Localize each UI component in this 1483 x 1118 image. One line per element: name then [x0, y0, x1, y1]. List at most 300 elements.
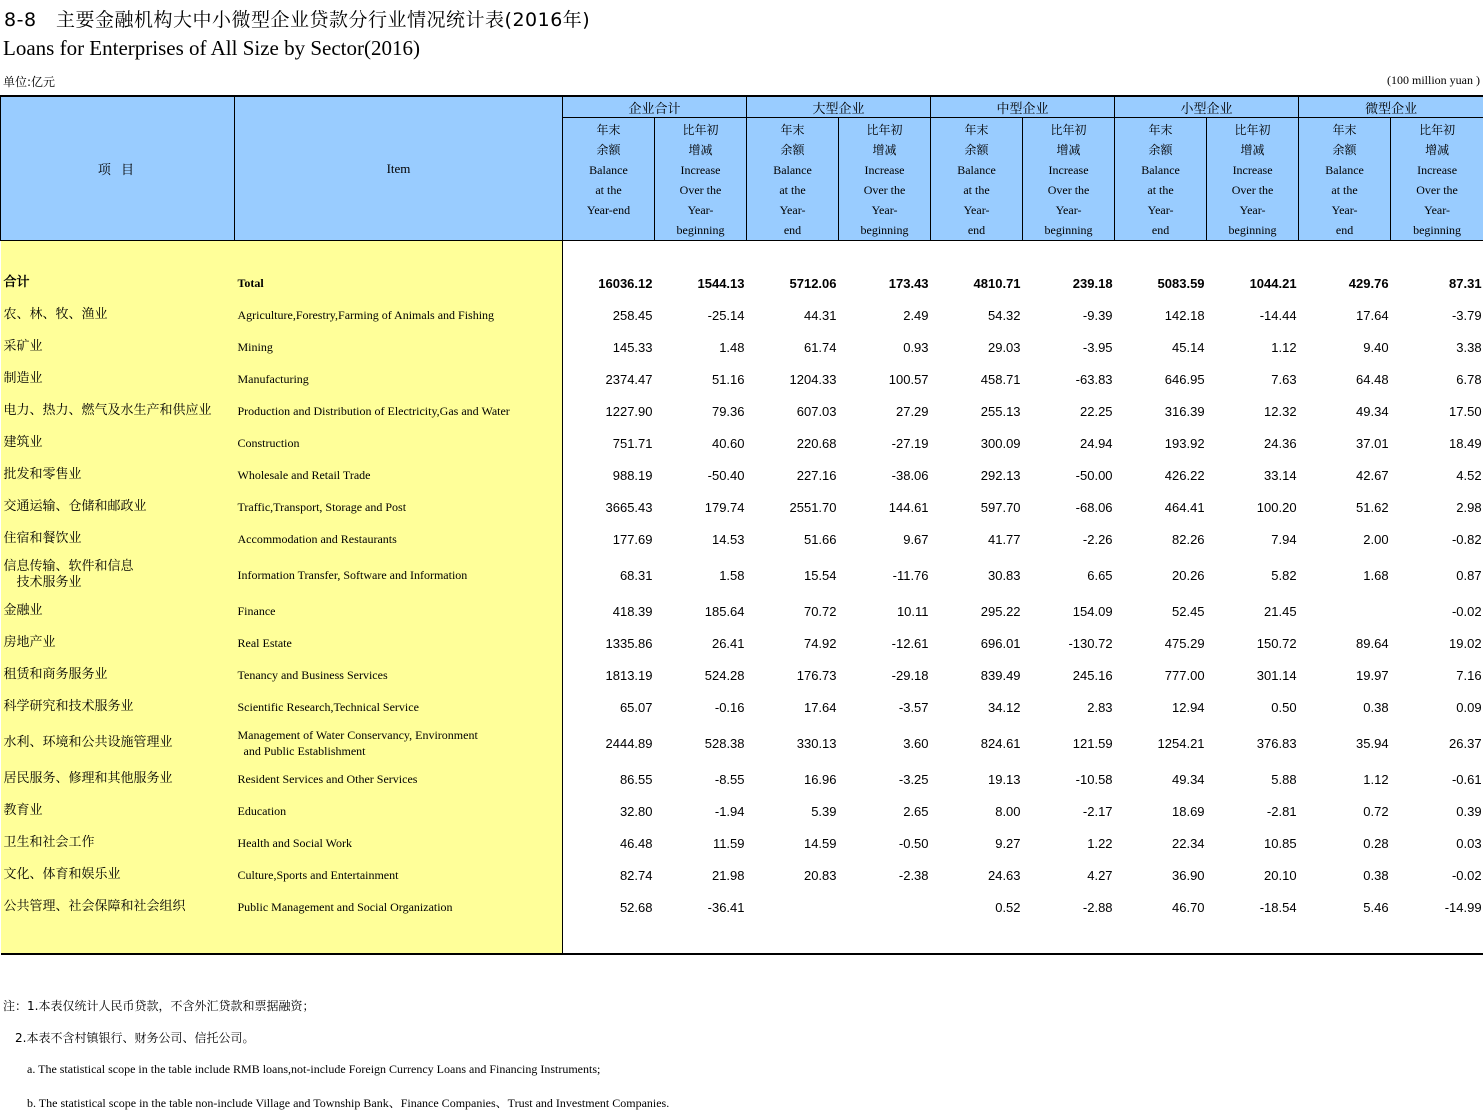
sector-name-cn: 文化、体育和娱乐业 — [1, 859, 235, 891]
spacer-cell — [839, 923, 931, 954]
subheader-line: Increase — [1048, 163, 1089, 177]
unit-label-en: (100 million yuan ) — [1387, 73, 1480, 87]
value-cell: 100.20 — [1256, 499, 1297, 515]
value-cell: 10.85 — [1264, 835, 1297, 851]
value-cell: 5083.59 — [1157, 275, 1205, 291]
value-cell: -0.50 — [898, 835, 929, 851]
loan-table-container — [0, 95, 1483, 955]
subheader-line: Balance — [589, 163, 628, 177]
value-cell: 301.14 — [1256, 667, 1297, 683]
value-cell: -1.94 — [714, 803, 745, 819]
value-cell: 21.45 — [1264, 603, 1297, 619]
value-cell: 458.71 — [980, 371, 1021, 387]
sector-name-cn: 居民服务、修理和其他服务业 — [1, 763, 235, 795]
value-cell: 30.83 — [987, 567, 1021, 583]
subheader-line: 余额 — [780, 143, 805, 157]
value-cell: 1044.21 — [1249, 275, 1297, 291]
value-cell: -25.14 — [707, 307, 745, 323]
subheader-balance — [1299, 118, 1391, 241]
sector-name-en: Finance — [235, 595, 563, 627]
value-cell: 16036.12 — [563, 267, 655, 299]
sector-name-en: Scientific Research,Technical Service — [235, 691, 563, 723]
subheader-line: Year- — [1147, 203, 1174, 217]
value-cell: 18.49 — [1449, 435, 1482, 451]
subheader-line: 比年初 — [1419, 123, 1456, 137]
spacer-cell — [747, 923, 839, 954]
subheader-line: end — [967, 223, 986, 237]
page-title-en: Loans for Enterprises of All Size by Sector(2016) — [3, 36, 420, 60]
sector-name-cn: 租赁和商务服务业 — [1, 659, 235, 691]
value-cell: -0.82 — [1451, 531, 1482, 547]
sector-name-en: Public Management and Social Organization — [235, 891, 563, 923]
value-cell: 2551.70 — [789, 499, 837, 515]
value-cell: 0.87 — [1456, 567, 1482, 583]
value-cell: 4.27 — [1087, 867, 1113, 883]
spacer-row — [1, 923, 1483, 954]
value-cell: 22.25 — [1080, 403, 1113, 419]
value-cell: 74.92 — [803, 635, 837, 651]
spacer-cell — [1115, 923, 1207, 954]
footnote-a-en: a. The statistical scope in the table include RMB loans,not-include Foreign Currency Loans and Financing Instruments; — [27, 1062, 601, 1076]
value-cell: 5.39 — [811, 803, 837, 819]
value-cell: 20.10 — [1264, 867, 1297, 883]
value-cell: 29.03 — [987, 339, 1021, 355]
sector-name-en: Manufacturing — [235, 363, 563, 395]
spacer-row — [1, 241, 1483, 268]
subheader-line: 比年初 — [682, 123, 719, 137]
sector-name-cn: 交通运输、仓储和邮政业 — [1, 491, 235, 523]
value-cell: 4.52 — [1456, 467, 1482, 483]
subheader-line: at the — [779, 183, 806, 197]
value-cell: 20.26 — [1172, 567, 1205, 583]
value-cell: -0.16 — [714, 699, 745, 715]
value-cell: 12.32 — [1264, 403, 1297, 419]
sector-name-en — [235, 723, 563, 763]
subheader-line: beginning — [676, 223, 725, 237]
value-cell: 777.00 — [1164, 667, 1205, 683]
subheader-line: Year- — [779, 203, 806, 217]
value-cell: 89.64 — [1356, 635, 1389, 651]
value-cell: 1204.33 — [789, 371, 837, 387]
subheader-line: 比年初 — [1234, 123, 1271, 137]
value-cell: 142.18 — [1164, 307, 1205, 323]
value-cell: 0.50 — [1271, 699, 1297, 715]
value-cell: 9.67 — [903, 531, 929, 547]
sector-name-cn: 房地产业 — [1, 627, 235, 659]
value-cell: 15.54 — [803, 567, 837, 583]
spacer-cell — [1023, 923, 1115, 954]
value-cell: 45.14 — [1172, 339, 1205, 355]
value-cell: 5.88 — [1271, 771, 1297, 787]
subheader-line: beginning — [860, 223, 909, 237]
sector-name-en: Culture,Sports and Entertainment — [235, 859, 563, 891]
table-row — [1, 627, 1483, 659]
value-cell: 295.22 — [980, 603, 1021, 619]
subheader-balance — [563, 118, 655, 241]
table-row — [1, 691, 1483, 723]
value-cell: 17.64 — [1356, 307, 1389, 323]
value-cell: 426.22 — [1164, 467, 1205, 483]
value-cell: 1.12 — [1363, 771, 1389, 787]
sector-name-cn: 合计 — [1, 267, 235, 299]
sector-name-en: Health and Social Work — [235, 827, 563, 859]
value-cell: 1.48 — [719, 339, 745, 355]
spacer-cell — [839, 241, 931, 268]
value-cell: 1544.13 — [697, 275, 745, 291]
table-row — [1, 267, 1483, 299]
sector-name-en: Traffic,Transport, Storage and Post — [235, 491, 563, 523]
spacer-cell — [747, 241, 839, 268]
table-row — [1, 795, 1483, 827]
sector-name-en: Real Estate — [235, 627, 563, 659]
value-cell: 1813.19 — [563, 659, 655, 691]
value-cell: 6.65 — [1087, 567, 1113, 583]
value-cell: 145.33 — [563, 331, 655, 363]
subheader-line: at the — [1331, 183, 1358, 197]
subheader-line: Balance — [1325, 163, 1364, 177]
value-cell: -50.40 — [707, 467, 745, 483]
sector-name-en-line: and Public Establishment — [243, 744, 366, 758]
group-header-medium: 中型企业 — [931, 96, 1115, 118]
value-cell: -2.81 — [1266, 803, 1297, 819]
subheader-line: at the — [1147, 183, 1174, 197]
subheader-increase — [655, 118, 747, 241]
value-cell: 22.34 — [1172, 835, 1205, 851]
value-cell: -0.61 — [1451, 771, 1482, 787]
value-cell: -29.18 — [891, 667, 929, 683]
value-cell: 26.41 — [711, 635, 745, 651]
value-cell: -38.06 — [891, 467, 929, 483]
spacer-cell — [1299, 241, 1391, 268]
spacer-cell — [655, 923, 747, 954]
table-row — [1, 523, 1483, 555]
value-cell: 528.38 — [704, 735, 745, 751]
subheader-line: 余额 — [964, 143, 989, 157]
table-row — [1, 859, 1483, 891]
value-cell: 52.68 — [563, 891, 655, 923]
value-cell: 24.36 — [1264, 435, 1297, 451]
value-cell: 18.69 — [1172, 803, 1205, 819]
subheader-line: 余额 — [1148, 143, 1173, 157]
subheader-line: Balance — [773, 163, 812, 177]
subheader-line: Over the — [1416, 183, 1458, 197]
subheader-line: Increase — [1232, 163, 1273, 177]
value-cell: -50.00 — [1075, 467, 1113, 483]
value-cell: -0.02 — [1451, 867, 1482, 883]
sector-name-cn: 水利、环境和公共设施管理业 — [1, 723, 235, 763]
value-cell: -14.44 — [1259, 307, 1297, 323]
table-row — [1, 763, 1483, 795]
unit-label-cn: 单位:亿元 — [3, 75, 56, 89]
subheader-line: 年末 — [780, 123, 805, 137]
subheader-balance — [931, 118, 1023, 241]
subheader-line: Year- — [1055, 203, 1082, 217]
value-cell: 26.37 — [1449, 735, 1482, 751]
value-cell: 2.65 — [903, 803, 929, 819]
value-cell: 193.92 — [1164, 435, 1205, 451]
value-cell: 1.58 — [719, 567, 745, 583]
value-cell: 65.07 — [563, 691, 655, 723]
sector-name-cn: 金融业 — [1, 595, 235, 627]
spacer-cell — [1391, 241, 1483, 268]
value-cell: 7.16 — [1456, 667, 1482, 683]
group-header-large: 大型企业 — [747, 96, 931, 118]
subheader-line: 增减 — [1425, 143, 1450, 157]
value-cell: 0.38 — [1363, 699, 1389, 715]
value-cell: 220.68 — [796, 435, 837, 451]
value-cell: 1335.86 — [563, 627, 655, 659]
sector-name-cn-line: 技术服务业 — [16, 575, 82, 590]
subheader-balance — [747, 118, 839, 241]
value-cell: -14.99 — [1444, 899, 1482, 915]
subheader-line: 增减 — [1056, 143, 1081, 157]
subheader-line: Year- — [1424, 203, 1450, 217]
table-row — [1, 491, 1483, 523]
sector-name-cn: 建筑业 — [1, 427, 235, 459]
subheader-line: Year- — [1331, 203, 1358, 217]
subheader-line: beginning — [1228, 223, 1277, 237]
table-row — [1, 659, 1483, 691]
spacer-cell — [1207, 923, 1299, 954]
value-cell: 1254.21 — [1157, 735, 1205, 751]
value-cell: 121.59 — [1072, 735, 1113, 751]
value-cell: 330.13 — [796, 735, 837, 751]
loan-table — [0, 95, 1483, 955]
value-cell: 988.19 — [563, 459, 655, 491]
value-cell: -2.17 — [1082, 803, 1113, 819]
value-cell: -130.72 — [1068, 635, 1113, 651]
subheader-increase — [1023, 118, 1115, 241]
sector-name-cn: 制造业 — [1, 363, 235, 395]
value-cell: 24.94 — [1080, 435, 1113, 451]
subheader-line: Year-end — [586, 203, 631, 217]
value-cell: 475.29 — [1164, 635, 1205, 651]
subheader-line: Balance — [1141, 163, 1180, 177]
table-row — [1, 827, 1483, 859]
value-cell: 0.38 — [1363, 867, 1389, 883]
subheader-line: 比年初 — [1050, 123, 1087, 137]
value-cell: -3.57 — [898, 699, 929, 715]
sector-name-cn: 卫生和社会工作 — [1, 827, 235, 859]
table-row — [1, 595, 1483, 627]
subheader-line: Over the — [1231, 183, 1274, 197]
value-cell: 0.03 — [1456, 835, 1482, 851]
subheader-balance — [1115, 118, 1207, 241]
subheader-line: Increase — [1417, 163, 1458, 177]
value-cell: 376.83 — [1256, 735, 1297, 751]
value-cell: 6.78 — [1456, 371, 1482, 387]
value-cell: 17.50 — [1449, 403, 1482, 419]
value-cell: 0.72 — [1363, 803, 1389, 819]
spacer-cell — [235, 923, 563, 954]
value-cell: 9.27 — [995, 835, 1021, 851]
table-row — [1, 427, 1483, 459]
spacer-cell — [1115, 241, 1207, 268]
spacer-cell — [1, 923, 235, 954]
value-cell: 41.77 — [987, 531, 1021, 547]
subheader-line: Year- — [687, 203, 714, 217]
value-cell: 51.62 — [1356, 499, 1389, 515]
value-cell: 7.63 — [1271, 371, 1297, 387]
sector-name-en: Education — [235, 795, 563, 827]
sector-name-en: Wholesale and Retail Trade — [235, 459, 563, 491]
subheader-line: Over the — [863, 183, 906, 197]
value-cell: 0.09 — [1456, 699, 1482, 715]
value-cell: -63.83 — [1075, 371, 1113, 387]
value-cell: 255.13 — [980, 403, 1021, 419]
value-cell: -3.25 — [898, 771, 929, 787]
value-cell: 10.11 — [896, 603, 929, 619]
spacer-cell — [1207, 241, 1299, 268]
value-cell: 46.70 — [1172, 899, 1205, 915]
value-cell: -36.41 — [707, 899, 745, 915]
value-cell: -11.76 — [892, 567, 929, 583]
value-cell: 82.74 — [563, 859, 655, 891]
value-cell: 35.94 — [1356, 735, 1389, 751]
value-cell: 751.71 — [563, 427, 655, 459]
value-cell: 100.57 — [888, 371, 929, 387]
value-cell: 5.82 — [1271, 567, 1297, 583]
value-cell: 3665.43 — [563, 491, 655, 523]
value-cell: 42.67 — [1356, 467, 1389, 483]
spacer-cell — [563, 923, 655, 954]
table-row — [1, 331, 1483, 363]
value-cell: 87.31 — [1449, 275, 1482, 291]
value-cell: 2.98 — [1456, 499, 1482, 515]
footnote-1-cn: 注：1.本表仅统计人民币贷款，不含外汇贷款和票据融资； — [3, 999, 315, 1013]
sector-name-cn: 农、林、牧、渔业 — [1, 299, 235, 331]
value-cell: 51.66 — [803, 531, 837, 547]
spacer-cell — [235, 241, 563, 268]
value-cell: 150.72 — [1256, 635, 1297, 651]
value-cell: 607.03 — [796, 403, 837, 419]
value-cell: 1.12 — [1271, 339, 1297, 355]
subheader-line: 年末 — [1332, 123, 1357, 137]
value-cell: 12.94 — [1172, 699, 1205, 715]
value-cell: 1.22 — [1087, 835, 1113, 851]
value-cell: 5.46 — [1363, 899, 1389, 915]
table-row — [1, 395, 1483, 427]
value-cell — [1299, 595, 1391, 627]
sector-name-en: Mining — [235, 331, 563, 363]
group-header-micro: 微型企业 — [1299, 96, 1483, 118]
value-cell: 429.76 — [1348, 275, 1389, 291]
value-cell: 70.72 — [803, 603, 837, 619]
sector-name-cn: 科学研究和技术服务业 — [1, 691, 235, 723]
value-cell: 34.12 — [987, 699, 1021, 715]
subheader-line: 余额 — [1332, 143, 1357, 157]
value-cell: -27.19 — [891, 435, 929, 451]
subheader-line: 增减 — [872, 143, 897, 157]
value-cell: 24.63 — [987, 867, 1021, 883]
value-cell: 20.83 — [803, 867, 837, 883]
subheader-line: 增减 — [688, 143, 713, 157]
value-cell: 4810.71 — [973, 275, 1021, 291]
sector-name-cn: 批发和零售业 — [1, 459, 235, 491]
subheader-line: Over the — [679, 183, 722, 197]
subheader-line: at the — [963, 183, 990, 197]
value-cell: -8.55 — [714, 771, 745, 787]
sector-name-cn: 采矿业 — [1, 331, 235, 363]
value-cell: 2.00 — [1363, 531, 1389, 547]
subheader-line: 年末 — [596, 123, 621, 137]
page-title-cn: 8-8 主要金融机构大中小微型企业贷款分行业情况统计表(2016年) — [4, 9, 591, 31]
value-cell: -2.38 — [898, 867, 929, 883]
value-cell: 646.95 — [1164, 371, 1205, 387]
value-cell: 839.49 — [980, 667, 1021, 683]
value-cell: 1.68 — [1363, 567, 1389, 583]
subheader-line: 余额 — [596, 143, 621, 157]
table-row — [1, 555, 1483, 595]
value-cell: 36.90 — [1172, 867, 1205, 883]
value-cell: 696.01 — [980, 635, 1021, 651]
value-cell: 17.64 — [803, 699, 837, 715]
subheader-increase — [1391, 118, 1483, 241]
value-cell: 0.52 — [995, 899, 1021, 915]
value-cell — [839, 891, 931, 923]
subheader-line: end — [783, 223, 802, 237]
value-cell: 5712.06 — [789, 275, 837, 291]
value-cell: 2.49 — [903, 307, 929, 323]
value-cell: 11.59 — [712, 835, 745, 851]
subheader-line: Balance — [957, 163, 996, 177]
value-cell: 597.70 — [980, 499, 1021, 515]
subheader-increase — [839, 118, 931, 241]
subheader-line: 年末 — [964, 123, 989, 137]
subheader-line: 增减 — [1240, 143, 1265, 157]
subheader-line: Increase — [680, 163, 721, 177]
value-cell: -12.61 — [891, 635, 929, 651]
value-cell: -3.95 — [1082, 339, 1113, 355]
sector-name-en: Information Transfer, Software and Information — [235, 555, 563, 595]
value-cell: 19.97 — [1356, 667, 1389, 683]
footnote-b-en: b. The statistical scope in the table non-include Village and Township Bank、Finance Companies、Trust and Investment Companies. — [27, 1096, 670, 1110]
subheader-line: Year- — [963, 203, 990, 217]
table-row — [1, 299, 1483, 331]
subheader-line: end — [1151, 223, 1170, 237]
value-cell: 2.83 — [1087, 699, 1113, 715]
value-cell: 154.09 — [1072, 603, 1113, 619]
table-row — [1, 891, 1483, 923]
subheader-increase — [1207, 118, 1299, 241]
value-cell: 2444.89 — [563, 723, 655, 763]
value-cell: 227.16 — [796, 467, 837, 483]
value-cell: 179.74 — [704, 499, 745, 515]
sector-name-en: Production and Distribution of Electricity,Gas and Water — [235, 395, 563, 427]
sector-name-en: Resident Services and Other Services — [235, 763, 563, 795]
subheader-line: beginning — [1413, 223, 1462, 237]
value-cell: 64.48 — [1356, 371, 1389, 387]
value-cell: 292.13 — [980, 467, 1021, 483]
value-cell: 258.45 — [563, 299, 655, 331]
value-cell: 9.40 — [1363, 339, 1389, 355]
sector-name-cn: 电力、热力、燃气及水生产和供应业 — [1, 395, 235, 427]
footnote-2-cn: 2.本表不含村镇银行、财务公司、信托公司。 — [15, 1031, 255, 1045]
spacer-cell — [931, 241, 1023, 268]
sector-name-cn: 住宿和餐饮业 — [1, 523, 235, 555]
value-cell: -9.39 — [1082, 307, 1113, 323]
value-cell: 51.16 — [711, 371, 745, 387]
value-cell: 2374.47 — [563, 363, 655, 395]
value-cell: 524.28 — [704, 667, 745, 683]
value-cell: 3.38 — [1456, 339, 1482, 355]
sector-name-en-line: Management of Water Conservancy, Environment — [237, 728, 478, 742]
value-cell: 464.41 — [1164, 499, 1205, 515]
value-cell: 14.59 — [803, 835, 837, 851]
value-cell: 19.02 — [1449, 635, 1482, 651]
value-cell: 16.96 — [803, 771, 837, 787]
table-body — [1, 241, 1483, 955]
